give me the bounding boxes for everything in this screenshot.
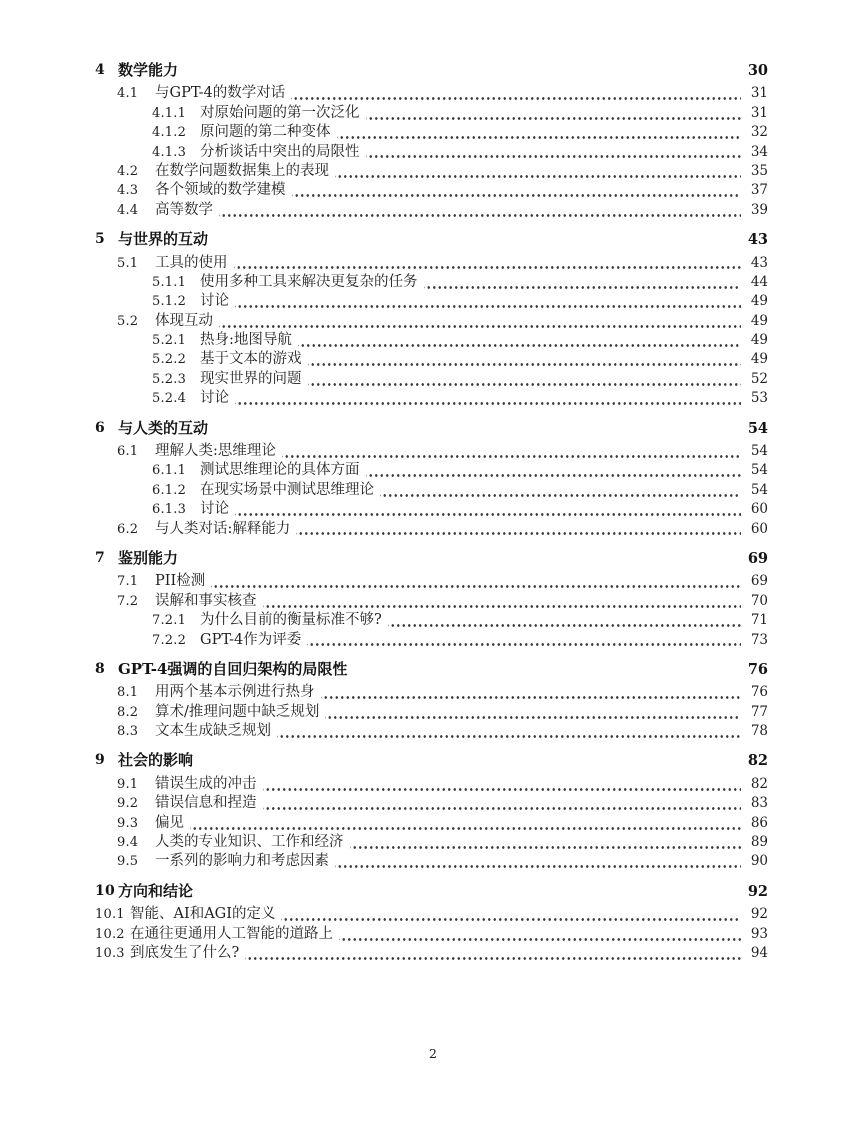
toc-subsubsection-row [95, 389, 768, 408]
entry-title: 高等数学 [155, 201, 213, 218]
chapter-title: 与人类的互动 [118, 418, 209, 437]
entry-title: 人类的专业知识、工作和经济 [155, 834, 344, 851]
toc-section [95, 660, 768, 742]
entry-number: 6.1 [117, 444, 139, 460]
entry-page-number: 73 [750, 631, 768, 648]
entry-page-number: 86 [750, 814, 768, 831]
entry-page-number: 94 [750, 945, 768, 961]
toc-subsection-row [95, 775, 768, 794]
entry-title: 分析谈话中突出的局限性 [200, 143, 360, 160]
toc-subsubsection-row [95, 273, 768, 292]
toc-chapter-row [95, 660, 768, 679]
entry-number: 6.1.1 [152, 463, 187, 479]
entry-number: 4.1.1 [152, 105, 187, 121]
entry-number: 9.3 [117, 815, 139, 831]
entry-title: 使用多种工具来解决更复杂的任务 [200, 273, 418, 290]
toc-subsection-row [95, 592, 768, 611]
entry-page-number: 31 [750, 85, 768, 102]
entry-page-number: 53 [750, 390, 768, 407]
entry-page-number: 82 [750, 775, 768, 792]
entry-title: 为什么目前的衡量标准不够? [200, 612, 382, 629]
toc-subsection-row [95, 201, 768, 220]
dot-leader [263, 775, 742, 794]
dot-leader [380, 481, 741, 500]
dot-leader [339, 925, 741, 944]
dot-leader [388, 611, 741, 630]
entry-number: 4.1.3 [152, 144, 187, 160]
entry-page-number: 83 [750, 795, 768, 812]
entry-number: 9.2 [117, 796, 139, 812]
dot-leader [235, 389, 741, 408]
entry-number: 4.1.2 [152, 125, 187, 141]
dot-leader [366, 104, 742, 123]
dot-leader [325, 703, 741, 722]
entry-number: 4.4 [117, 202, 139, 218]
chapter-title: GPT-4强调的自回归架构的局限性 [118, 659, 348, 678]
toc-subsubsection-row [95, 331, 768, 350]
entry-number: 6.1.3 [152, 502, 187, 518]
entry-number: 7.2 [117, 593, 139, 609]
entry-page-number: 35 [750, 162, 768, 179]
dot-leader [277, 722, 741, 741]
toc-subsection-row [95, 520, 768, 539]
dot-leader [321, 683, 742, 702]
entry-title: GPT-4作为评委 [200, 631, 302, 648]
entry-page-number: 92 [750, 906, 768, 923]
entry-title: 基于文本的游戏 [200, 351, 302, 368]
entry-title: 偏见 [155, 814, 184, 831]
entry-page-number: 93 [750, 925, 768, 942]
entry-number: 7.2.1 [152, 613, 187, 629]
entry-title: 工具的使用 [155, 254, 228, 271]
dot-leader [211, 572, 741, 591]
dot-leader [282, 442, 741, 461]
entry-number: 5.2.2 [152, 352, 187, 368]
entry-page-number: 49 [750, 312, 768, 329]
entry-title: 热身:地图导航 [200, 332, 292, 349]
entry-number: 5.2.4 [152, 391, 187, 407]
entry-page-number: 31 [750, 104, 768, 121]
toc-subsubsection-row [95, 123, 768, 142]
entry-title: 讨论 [200, 501, 229, 518]
entry-page-number: 54 [750, 462, 768, 479]
dot-leader [263, 592, 742, 611]
entry-page-number: 37 [750, 182, 768, 199]
dot-leader [219, 201, 741, 220]
toc-subsection-row [95, 442, 768, 461]
entry-number: 5.2.3 [152, 371, 187, 387]
chapter-number: 5 [95, 231, 105, 248]
dot-leader [234, 254, 742, 273]
entry-number: 9.4 [117, 835, 139, 851]
entry-page-number: 90 [750, 853, 768, 870]
toc-subsection-row [95, 852, 768, 871]
entry-title: 错误生成的冲击 [155, 775, 257, 792]
entry-title: 在通往更通用人工智能的道路上 [130, 925, 333, 942]
toc-subsubsection-row [95, 631, 768, 650]
chapter-number: 6 [95, 419, 105, 436]
dot-leader [235, 500, 741, 519]
chapter-title: 方向和结论 [118, 881, 194, 900]
entry-page-number: 71 [750, 612, 768, 629]
chapter-number: 9 [95, 752, 105, 769]
chapter-number: 8 [95, 660, 105, 677]
toc-subsubsection-row [95, 461, 768, 480]
entry-page-number: 34 [750, 143, 768, 160]
dot-leader [291, 84, 741, 103]
footer-page-number: 2 [429, 1046, 437, 1061]
toc-subsubsection-row [95, 611, 768, 630]
entry-title: 误解和事实核查 [155, 592, 257, 609]
dot-leader [190, 814, 741, 833]
toc-section [95, 549, 768, 650]
toc-subsubsection-row [95, 370, 768, 389]
entry-number: 5.1.1 [152, 274, 187, 290]
table-of-contents [95, 61, 768, 963]
entry-page-number: 49 [750, 293, 768, 310]
chapter-number: 10 [95, 882, 115, 899]
toc-subsection-row [95, 162, 768, 181]
entry-title: 智能、AI和AGI的定义 [130, 906, 276, 923]
entry-number: 9.5 [117, 854, 139, 870]
entry-page-number: 89 [750, 834, 768, 851]
toc-subsubsection-row [95, 143, 768, 162]
toc-subsection-row [95, 683, 768, 702]
entry-page-number: 32 [750, 124, 768, 141]
entry-number: 7.2.2 [152, 632, 187, 648]
entry-number: 10.3 [95, 946, 125, 961]
dot-leader [366, 461, 742, 480]
entry-title: 理解人类:思维理论 [155, 443, 276, 460]
entry-title: 到底发生了什么? [130, 945, 240, 961]
toc-subsection-row [95, 84, 768, 103]
toc-subsubsection-row [95, 350, 768, 369]
entry-title: PII检测 [155, 573, 206, 590]
entry-title: 体现互动 [155, 312, 213, 329]
dot-leader [263, 794, 742, 813]
dot-leader [424, 273, 742, 292]
toc-subsection-row [95, 312, 768, 331]
chapter-title: 社会的影响 [118, 751, 194, 770]
entry-title: 讨论 [200, 293, 229, 310]
chapter-number: 7 [95, 549, 105, 566]
entry-title: 在现实场景中测试思维理论 [200, 481, 374, 498]
entry-number: 8.1 [117, 685, 139, 701]
entry-number: 9.1 [117, 776, 139, 792]
entry-title: 一系列的影响力和考虑因素 [155, 853, 329, 870]
toc-chapter-row [95, 230, 768, 249]
entry-title: 测试思维理论的具体方面 [200, 462, 360, 479]
dot-leader [281, 905, 741, 924]
toc-subsubsection-row [95, 500, 768, 519]
dot-leader [366, 143, 742, 162]
toc-subsection-row [95, 254, 768, 273]
entry-title: 错误信息和捏造 [155, 795, 257, 812]
entry-number: 5.2 [117, 313, 139, 329]
toc-section [95, 230, 768, 409]
toc-subsubsection-row [95, 292, 768, 311]
entry-page-number: 78 [750, 723, 768, 740]
entry-number: 5.1 [117, 255, 139, 271]
toc-section [95, 419, 768, 539]
entry-number: 10.1 [95, 907, 125, 923]
toc-subsection-row [95, 722, 768, 741]
entry-number: 6.1.2 [152, 482, 187, 498]
entry-number: 5.1.2 [152, 294, 187, 310]
toc-chapter-row [95, 61, 768, 80]
entry-number: 7.1 [117, 574, 139, 590]
entry-title: 用两个基本示例进行热身 [155, 684, 315, 701]
dot-leader [335, 162, 741, 181]
toc-subsection-row [95, 833, 768, 852]
entry-number: 5.2.1 [152, 333, 187, 349]
chapter-page-number: 30 [747, 61, 768, 79]
toc-subsection-row [95, 794, 768, 813]
chapter-title: 鉴别能力 [118, 548, 179, 567]
entry-title: 文本生成缺乏规划 [155, 723, 271, 740]
dot-leader [296, 520, 741, 539]
entry-title: 算术/推理问题中缺乏规划 [155, 703, 320, 720]
toc-subsection-row [95, 181, 768, 200]
entry-page-number: 77 [750, 703, 768, 720]
entry-page-number: 39 [750, 201, 768, 218]
toc-chapter-row [95, 882, 768, 901]
chapter-page-number: 82 [747, 752, 768, 770]
chapter-title: 与世界的互动 [118, 230, 209, 249]
dot-leader [219, 312, 741, 331]
entry-page-number: 44 [750, 273, 768, 290]
dot-leader [292, 181, 742, 200]
chapter-page-number: 92 [747, 882, 768, 900]
toc-section [95, 882, 768, 964]
entry-page-number: 69 [750, 573, 768, 590]
entry-page-number: 54 [750, 443, 768, 460]
entry-number: 4.1 [117, 86, 139, 102]
entry-page-number: 52 [750, 370, 768, 387]
entry-number: 4.2 [117, 163, 139, 179]
entry-title: 各个领域的数学建模 [155, 182, 286, 199]
entry-page-number: 60 [750, 501, 768, 518]
toc-subsubsection-row [95, 481, 768, 500]
toc-subsection-row [95, 572, 768, 591]
dot-leader [308, 370, 742, 389]
toc-subsubsection-row [95, 104, 768, 123]
dot-leader [350, 833, 742, 852]
toc-section [95, 61, 768, 220]
toc-subsection-row [95, 814, 768, 833]
entry-page-number: 54 [750, 481, 768, 498]
entry-title: 对原始问题的第一次泛化 [200, 104, 360, 121]
toc-section [95, 752, 768, 872]
dot-leader [235, 292, 741, 311]
toc-subsection-row [95, 944, 768, 963]
toc-subsection-row [95, 925, 768, 944]
chapter-title: 数学能力 [118, 60, 179, 79]
entry-number: 10.2 [95, 926, 125, 942]
toc-chapter-row [95, 752, 768, 771]
entry-title: 现实世界的问题 [200, 370, 302, 387]
dot-leader [307, 631, 741, 650]
chapter-page-number: 69 [747, 549, 768, 567]
entry-page-number: 49 [750, 332, 768, 349]
dot-leader [337, 123, 742, 142]
page-footer [0, 1046, 866, 1061]
toc-subsection-row [95, 905, 768, 924]
entry-number: 6.2 [117, 521, 139, 537]
entry-title: 与GPT-4的数学对话 [155, 85, 286, 102]
dot-leader [308, 350, 742, 369]
chapter-page-number: 43 [747, 231, 768, 249]
entry-title: 原问题的第二种变体 [200, 124, 331, 141]
chapter-number: 4 [95, 61, 105, 78]
chapter-page-number: 76 [747, 660, 768, 678]
toc-chapter-row [95, 419, 768, 438]
entry-page-number: 76 [750, 684, 768, 701]
entry-page-number: 49 [750, 351, 768, 368]
dot-leader [335, 852, 741, 871]
entry-number: 8.3 [117, 724, 139, 740]
chapter-page-number: 54 [747, 419, 768, 437]
entry-title: 讨论 [200, 390, 229, 407]
entry-number: 4.3 [117, 183, 139, 199]
toc-subsection-row [95, 703, 768, 722]
entry-number: 8.2 [117, 704, 139, 720]
dot-leader [245, 944, 741, 963]
entry-title: 在数学问题数据集上的表现 [155, 162, 329, 179]
entry-page-number: 60 [750, 520, 768, 537]
entry-title: 与人类对话:解释能力 [155, 520, 291, 537]
entry-page-number: 43 [750, 254, 768, 271]
dot-leader [298, 331, 741, 350]
entry-page-number: 70 [750, 592, 768, 609]
toc-chapter-row [95, 549, 768, 568]
